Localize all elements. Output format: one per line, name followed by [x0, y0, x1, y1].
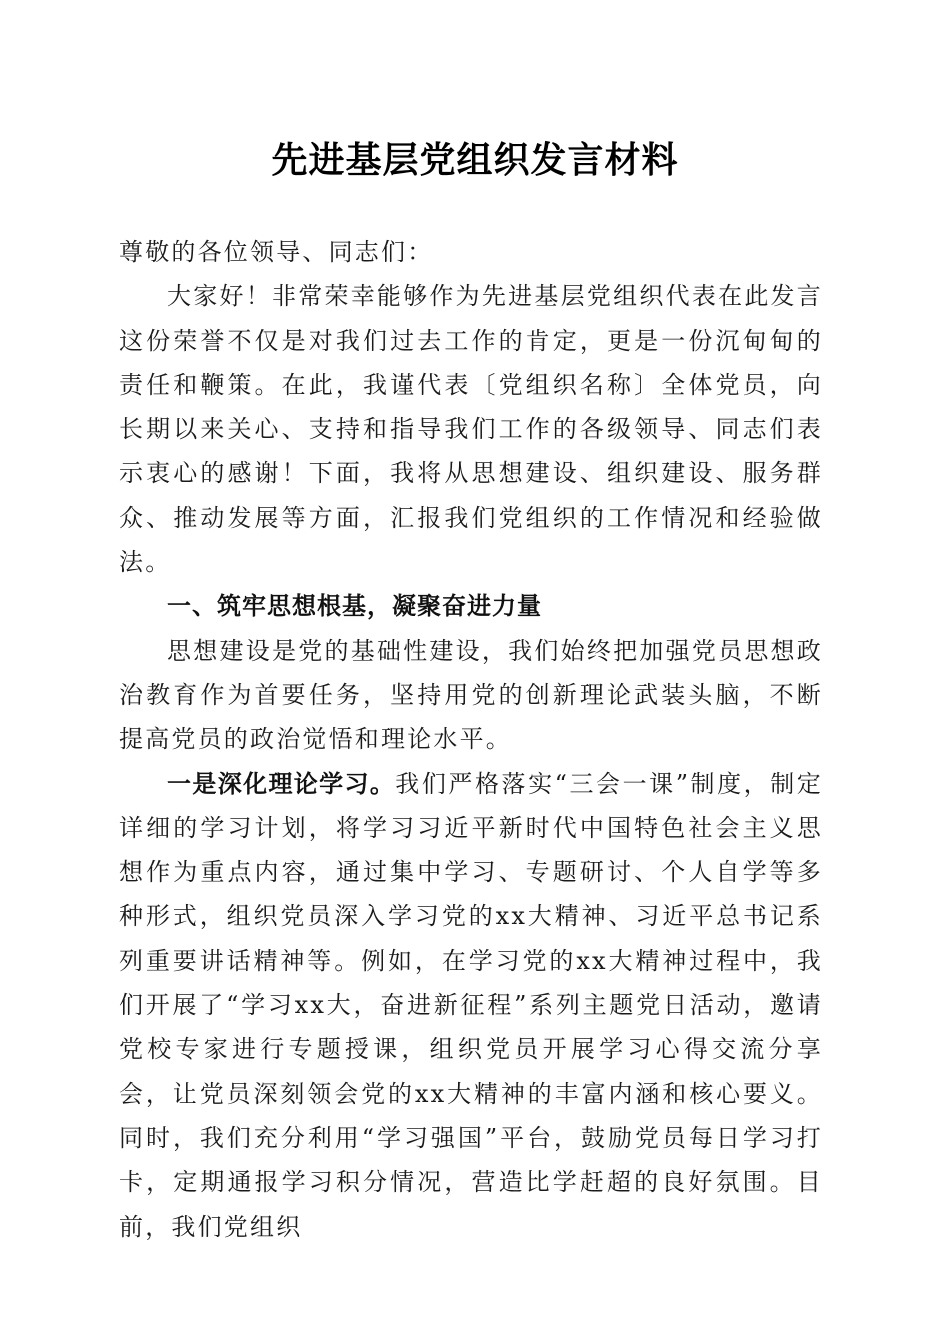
point-1-lead: 一是深化理论学习。	[167, 769, 396, 798]
point-1-text: 我们严格落实“三会一课”制度，制定详细的学习计划，将学习习近平新时代中国特色社会主义思想作为重点内容，通过集中学习、专题研讨、个人自学等多种形式，组织党员深入学习党的xx大精神、习近平总书记系列重要讲话精神等。例如，在学习党的xx大精神过程中，我们开展了“学习xx大，奋进新征程”系列主题党日活动，邀请党校专家进行专题授课，组织党员开展学习心得交流分享会，让党员深刻领会党的xx大精神的丰富内涵和核心要义。同时，我们充分利用“学习强国”平台，鼓励党员每日学习打卡，定期通报学习积分情况，营造比学赶超的良好氛围。目前，我们党组织	[119, 769, 823, 1241]
document-title: 先进基层党组织发言材料	[271, 139, 679, 181]
point-1-paragraph	[119, 762, 823, 1249]
intro-paragraph: 大家好！非常荣幸能够作为先进基层党组织代表在此发言这份荣誉不仅是对我们过去工作的肯定，更是一份沉甸甸的责任和鞭策。在此，我谨代表〔党组织名称〕全体党员，向长期以来关心、支持和指导我们工作的各级领导、同志们表示衷心的感谢！下面，我将从思想建设、组织建设、服务群众、推动发展等方面，汇报我们党组织的工作情况和经验做法。	[119, 282, 823, 577]
salutation: 尊敬的各位领导、同志们：	[119, 238, 434, 266]
section-1-intro-paragraph: 思想建设是党的基础性建设，我们始终把加强党员思想政治教育作为首要任务，坚持用党的创新理论武装头脑，不断提高党员的政治觉悟和理论水平。	[119, 636, 823, 754]
section-heading-1: 一、筑牢思想根基，凝聚奋进力量	[167, 592, 542, 621]
document-body	[119, 230, 823, 1249]
